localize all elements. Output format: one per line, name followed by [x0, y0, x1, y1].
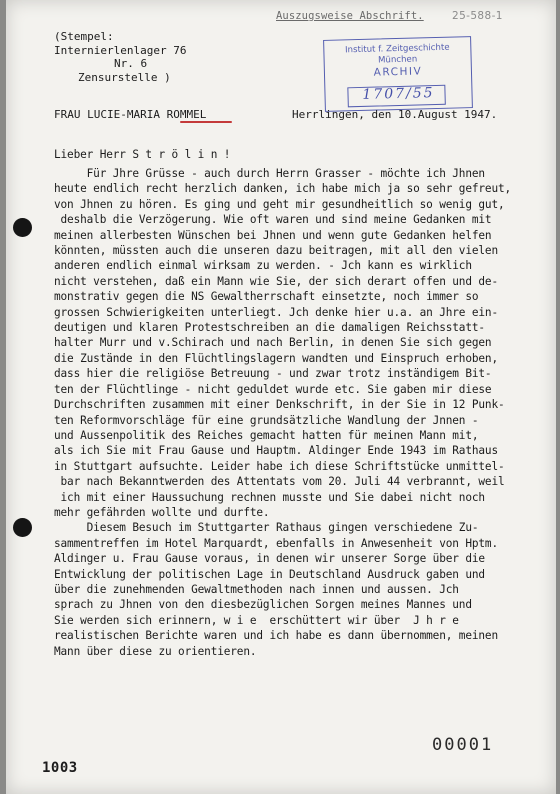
letter-line: und Aussenpolitik des Reiches gemacht hatten für meinen Mann mit,: [54, 428, 479, 442]
letter-line: dass hier die religiöse Betreuung - und zwar trotz inständigem Bit-: [54, 367, 492, 381]
letter-line: ten Reformvorschläge für eine grundsätzliche Wandlung der Jnnen -: [54, 413, 479, 427]
letter-line: könnten, müssten auch die unseren dazu beitragen, mit all den vielen: [54, 244, 498, 258]
letter-line: Entwicklung der politischen Lage in Deutschland Ausdruck gaben und: [54, 567, 485, 581]
page-number: 00001: [432, 735, 494, 755]
letter-line: meinen allerbesten Wünschen bei Jhnen und wenn gute Gedanken helfen: [54, 228, 492, 242]
stempel-line: Zensurstelle ): [78, 70, 171, 84]
letter-line: realistischen Berichte waren und ich habe es dann übernommen, meinen: [54, 629, 498, 643]
letter-line: ten der Flüchtlinge - nicht geduldet wurde etc. Sie gaben mir diese: [54, 382, 492, 396]
letter-line: grossen Schwierigkeiten unterliegt. Jch denke hier u.a. an Jhre ein-: [54, 305, 498, 319]
letter-line: bar nach Bekanntwerden des Attentats vom 20. Juli 44 verbrannt, weil: [54, 475, 505, 489]
letter-line: halter Murr und v.Schirach und nach Berlin, in denen Sie sich gegen: [54, 336, 492, 350]
stempel-line: Internierlenlager 76: [54, 43, 187, 57]
censor-stamp-note: [54, 30, 186, 84]
document-number: 1003: [42, 760, 78, 776]
archive-stamp-institute: Institut f. Zeitgeschichte: [344, 42, 450, 56]
archive-stamp-city: München: [377, 54, 418, 66]
letter-line: Sie werden sich erinnern, w i e erschüttert wir über J h r e: [54, 613, 459, 627]
letter-body: [54, 166, 511, 659]
letter-line: anderen endlich einmal wirksam zu werden. - Jch kann es wirklich: [54, 259, 472, 273]
salutation: Lieber Herr S t r ö l i n !: [54, 148, 231, 161]
letter-line: monstrativ gegen die NS Gewaltherrschaft einsetzte, noch immer so: [54, 290, 479, 304]
sender-name: [54, 108, 206, 121]
copy-label: Auszugsweise Abschrift.: [276, 10, 424, 22]
archive-stamp: [323, 36, 473, 112]
letter-line: Für Jhre Grüsse - auch durch Herrn Grasser - möchte ich Jhnen: [54, 167, 485, 180]
letter-line: die Zustände in den Flüchtlingslagern wandten und Einspruch erhoben,: [54, 351, 498, 365]
letter-line: ich mit einer Haussuchung rechnen musste und Sie dabei nicht noch: [54, 490, 485, 504]
archive-stamp-archiv: ARCHIV: [373, 65, 423, 79]
letter-line: in Stuttgart aufsuchte. Leider habe ich diese Schriftstücke unmittel-: [54, 459, 505, 473]
letter-line: deshalb die Verzögerung. Wie oft waren und sind meine Gedanken mit: [54, 213, 492, 227]
archive-number: 1707/55: [362, 85, 435, 103]
document-page: [6, 0, 556, 794]
letter-line: Diesem Besuch im Stuttgarter Rathaus gingen verschiedene Zu-: [54, 521, 479, 535]
letter-line: Aldinger u. Frau Gause voraus, in denen wir unserer Sorge über die: [54, 552, 485, 566]
letter-line: nicht verstehen, daß ein Mann wie Sie, der sich derart offen und de-: [54, 274, 498, 288]
letter-line: heute endlich recht herzlich danken, ich habe mich ja so sehr gefreut,: [54, 182, 512, 196]
letter-line: mehr gefährden wollte und durfte.: [54, 505, 270, 519]
letter-line: sprach zu Jhnen von den diesbezüglichen Sorgen meines Mannes und: [54, 598, 472, 612]
letter-line: Durchschriften zusammen mit einer Denkschrift, in der Sie in 12 Punk-: [54, 398, 505, 412]
stempel-line: (Stempel:: [54, 30, 114, 43]
sender-text: FRAU LUCIE-MARIA ROMMEL: [54, 108, 207, 121]
letter-line: Mann über diese zu orientieren.: [54, 644, 257, 658]
letter-line: sammentreffen im Hotel Marquardt, ebenfalls in Anwesenheit von Hptm.: [54, 536, 498, 550]
stempel-line: Nr. 6: [114, 57, 148, 71]
punch-hole: [13, 218, 32, 237]
punch-hole: [13, 518, 32, 537]
letter-line: als ich Sie mit Frau Gause und Hauptm. Aldinger Ende 1943 im Rathaus: [54, 444, 498, 458]
letter-line: deutigen und klaren Protestschreiben an die damaligen Reichsstatt-: [54, 321, 485, 335]
dateline: Herrlingen, den 10.August 1947.: [292, 108, 498, 121]
letter-line: von Jhnen zu hören. Es ging und geht mir gesundheitlich so wenig gut,: [54, 197, 505, 211]
red-underline-mark: [180, 121, 232, 123]
letter-line: über die zunehmenden Gewaltmethoden nach innen und aussen. Jch: [54, 582, 459, 596]
reference-number: 25-588-1: [452, 10, 503, 22]
